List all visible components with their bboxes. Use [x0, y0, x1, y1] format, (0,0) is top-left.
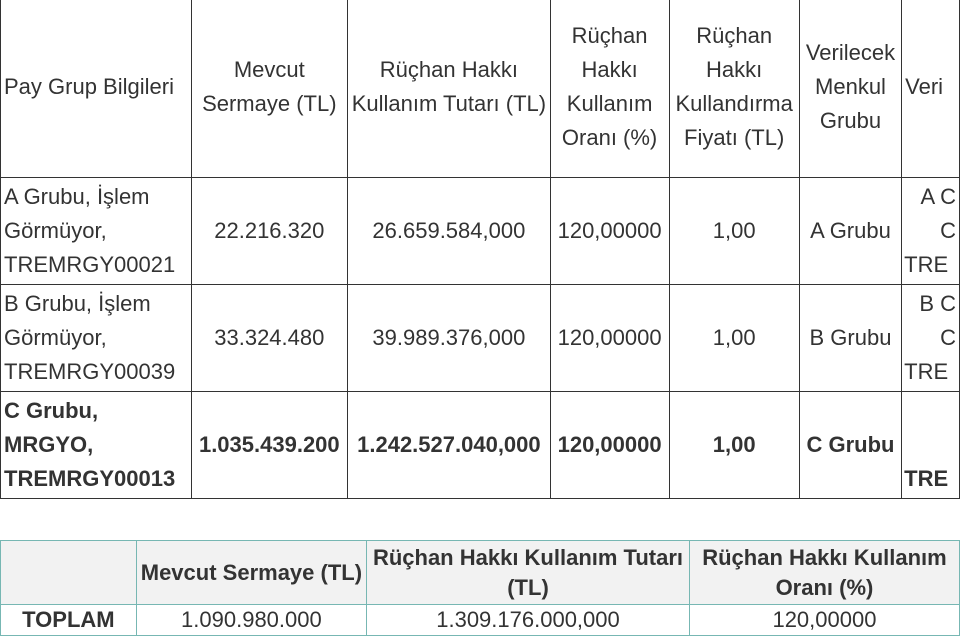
cell-amount: 39.989.376,000 [348, 285, 551, 392]
cut-line: TRE [904, 466, 949, 491]
cell-ratio: 120,00000 [550, 178, 669, 285]
cell-cut [902, 178, 960, 285]
cell-security-group: A Grubu [799, 178, 901, 285]
total-amount: 1.309.176.000,000 [367, 605, 690, 636]
total-label: TOPLAM [1, 605, 137, 636]
cell-cut [902, 285, 960, 392]
header-security-group: Verilecek Menkul Grubu [799, 0, 901, 178]
cut-line: C [940, 218, 956, 243]
cell-price: 1,00 [669, 178, 799, 285]
total-capital: 1.090.980.000 [136, 605, 366, 636]
header-cut: Veri [902, 0, 960, 178]
total-header-amount: Rüçhan Hakkı Kullanım Tutarı (TL) [367, 541, 690, 605]
cut-line: TRE [904, 359, 949, 384]
total-header-capital: Mevcut Sermaye (TL) [136, 541, 366, 605]
header-pay-group: Pay Grup Bilgileri [1, 0, 192, 178]
cell-capital: 22.216.320 [191, 178, 348, 285]
cell-pay-group: B Grubu, İşlem Görmüyor, TREMRGY00039 [1, 285, 192, 392]
cut-line [904, 428, 956, 462]
table-row [1, 392, 960, 499]
cell-capital: 1.035.439.200 [191, 392, 348, 499]
cut-line: A C [920, 184, 956, 209]
total-row [1, 605, 960, 636]
total-header-ratio: Rüçhan Hakkı Kullanım Oranı (%) [689, 541, 959, 605]
header-price: Rüçhan Hakkı Kullandırma Fiyatı (TL) [669, 0, 799, 178]
cell-amount: 26.659.584,000 [348, 178, 551, 285]
cell-cut [902, 392, 960, 499]
cell-amount: 1.242.527.040,000 [348, 392, 551, 499]
cell-pay-group: C Grubu, MRGYO, TREMRGY00013 [1, 392, 192, 499]
cell-pay-group: A Grubu, İşlem Görmüyor, TREMRGY00021 [1, 178, 192, 285]
cell-price: 1,00 [669, 392, 799, 499]
header-row [1, 0, 960, 178]
cut-line: B C [919, 291, 956, 316]
cell-security-group: B Grubu [799, 285, 901, 392]
cell-capital: 33.324.480 [191, 285, 348, 392]
cell-ratio: 120,00000 [550, 392, 669, 499]
cell-price: 1,00 [669, 285, 799, 392]
table-row [1, 178, 960, 285]
total-ratio: 120,00000 [689, 605, 959, 636]
cut-line: TRE [904, 252, 949, 277]
header-amount: Rüçhan Hakkı Kullanım Tutarı (TL) [348, 0, 551, 178]
cut-line: C [940, 325, 956, 350]
header-ratio: Rüçhan Hakkı Kullanım Oranı (%) [550, 0, 669, 178]
table-row [1, 285, 960, 392]
cell-security-group: C Grubu [799, 392, 901, 499]
total-header-row [1, 541, 960, 605]
total-table [0, 540, 960, 636]
cell-ratio: 120,00000 [550, 285, 669, 392]
header-capital: Mevcut Sermaye (TL) [191, 0, 348, 178]
total-header-empty [1, 541, 137, 605]
cut-line [904, 394, 956, 428]
